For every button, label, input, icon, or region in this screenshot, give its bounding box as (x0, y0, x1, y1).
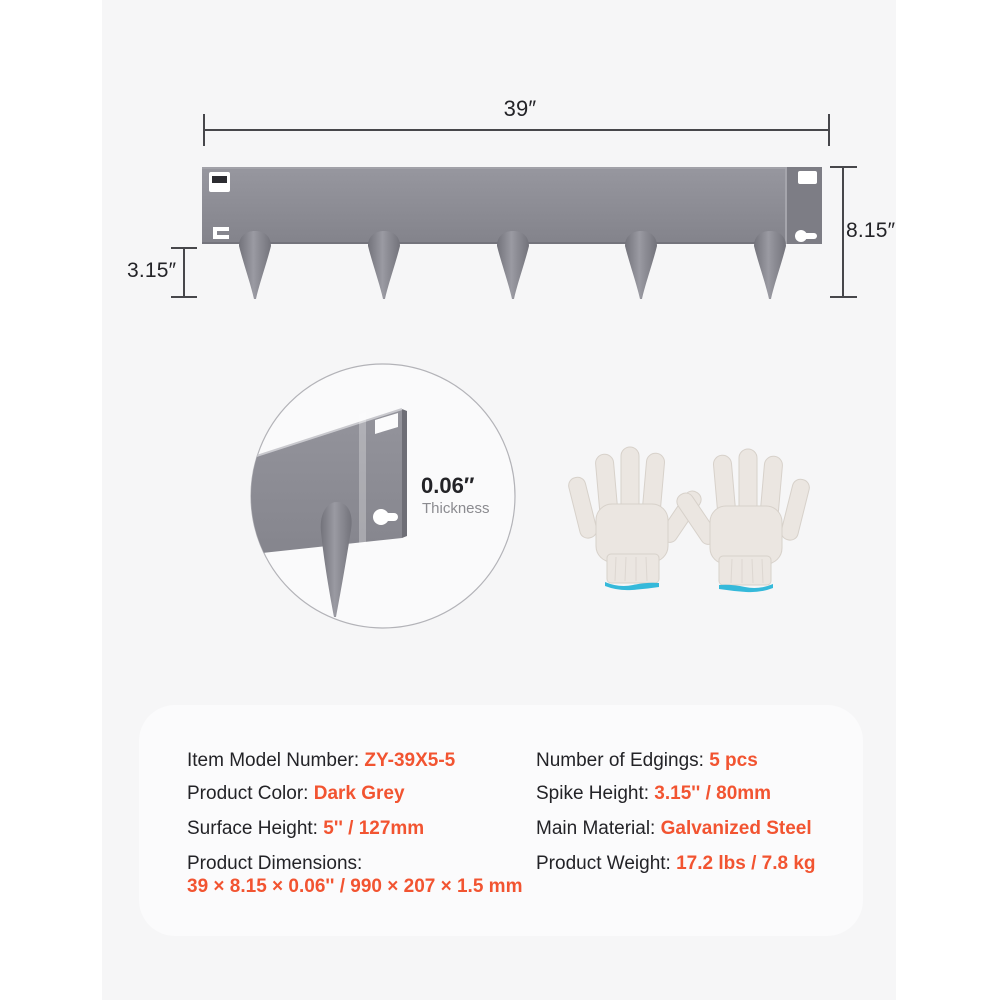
spike (497, 231, 529, 299)
glove-left (567, 447, 704, 590)
spec-box (139, 705, 863, 936)
spec-row-color (187, 782, 405, 806)
spec-row-edgings (536, 749, 758, 773)
spec-label: Number of Edgings: (536, 750, 710, 771)
spec-label: Product Color: (187, 783, 314, 804)
spec-row-material (536, 817, 812, 841)
spec-value: 17.2 lbs / 7.8 kg (676, 853, 816, 874)
spec-row-dimensions-label (187, 852, 362, 876)
spec-row-weight (536, 852, 816, 876)
overlap-seam (785, 167, 787, 244)
spike (239, 231, 271, 299)
spec-value: 39 × 8.15 × 0.06'' / 990 × 207 × 1.5 mm (187, 876, 523, 897)
spike (754, 231, 786, 299)
thickness-value-label: 0.06″ (421, 473, 475, 498)
spec-value: 3.15'' / 80mm (654, 783, 772, 804)
gloves (567, 447, 811, 592)
thickness-caption: Thickness (422, 500, 490, 517)
spec-row-surface-height (187, 817, 424, 841)
spec-value: 5'' / 127mm (323, 818, 425, 839)
spec-row-spike-height (536, 782, 771, 806)
glove-right (674, 449, 811, 592)
spec-label: Product Dimensions: (187, 853, 363, 874)
detail-plate-edge (402, 409, 407, 538)
spec-value: Dark Grey (313, 783, 405, 804)
width-dimension-label: 39″ (503, 96, 537, 121)
right-slot (798, 171, 817, 184)
left-slot (209, 172, 230, 192)
spec-row-dimensions-value (187, 875, 522, 899)
surface-height-dimension-label: 8.15″ (846, 219, 896, 242)
spec-label: Surface Height: (187, 818, 324, 839)
spec-label: Item Model Number: (187, 750, 365, 771)
spike (368, 231, 400, 299)
spec-value: ZY-39X5-5 (364, 750, 456, 771)
spec-value: Galvanized Steel (660, 818, 812, 839)
spec-row-model (187, 749, 455, 773)
spike-height-dimension-label: 3.15″ (127, 259, 177, 282)
detail-fold-line (359, 412, 366, 547)
spec-label: Spike Height: (536, 783, 655, 804)
spike (625, 231, 657, 299)
spec-value: 5 pcs (709, 750, 758, 771)
spec-label: Main Material: (536, 818, 661, 839)
spec-label: Product Weight: (536, 853, 677, 874)
